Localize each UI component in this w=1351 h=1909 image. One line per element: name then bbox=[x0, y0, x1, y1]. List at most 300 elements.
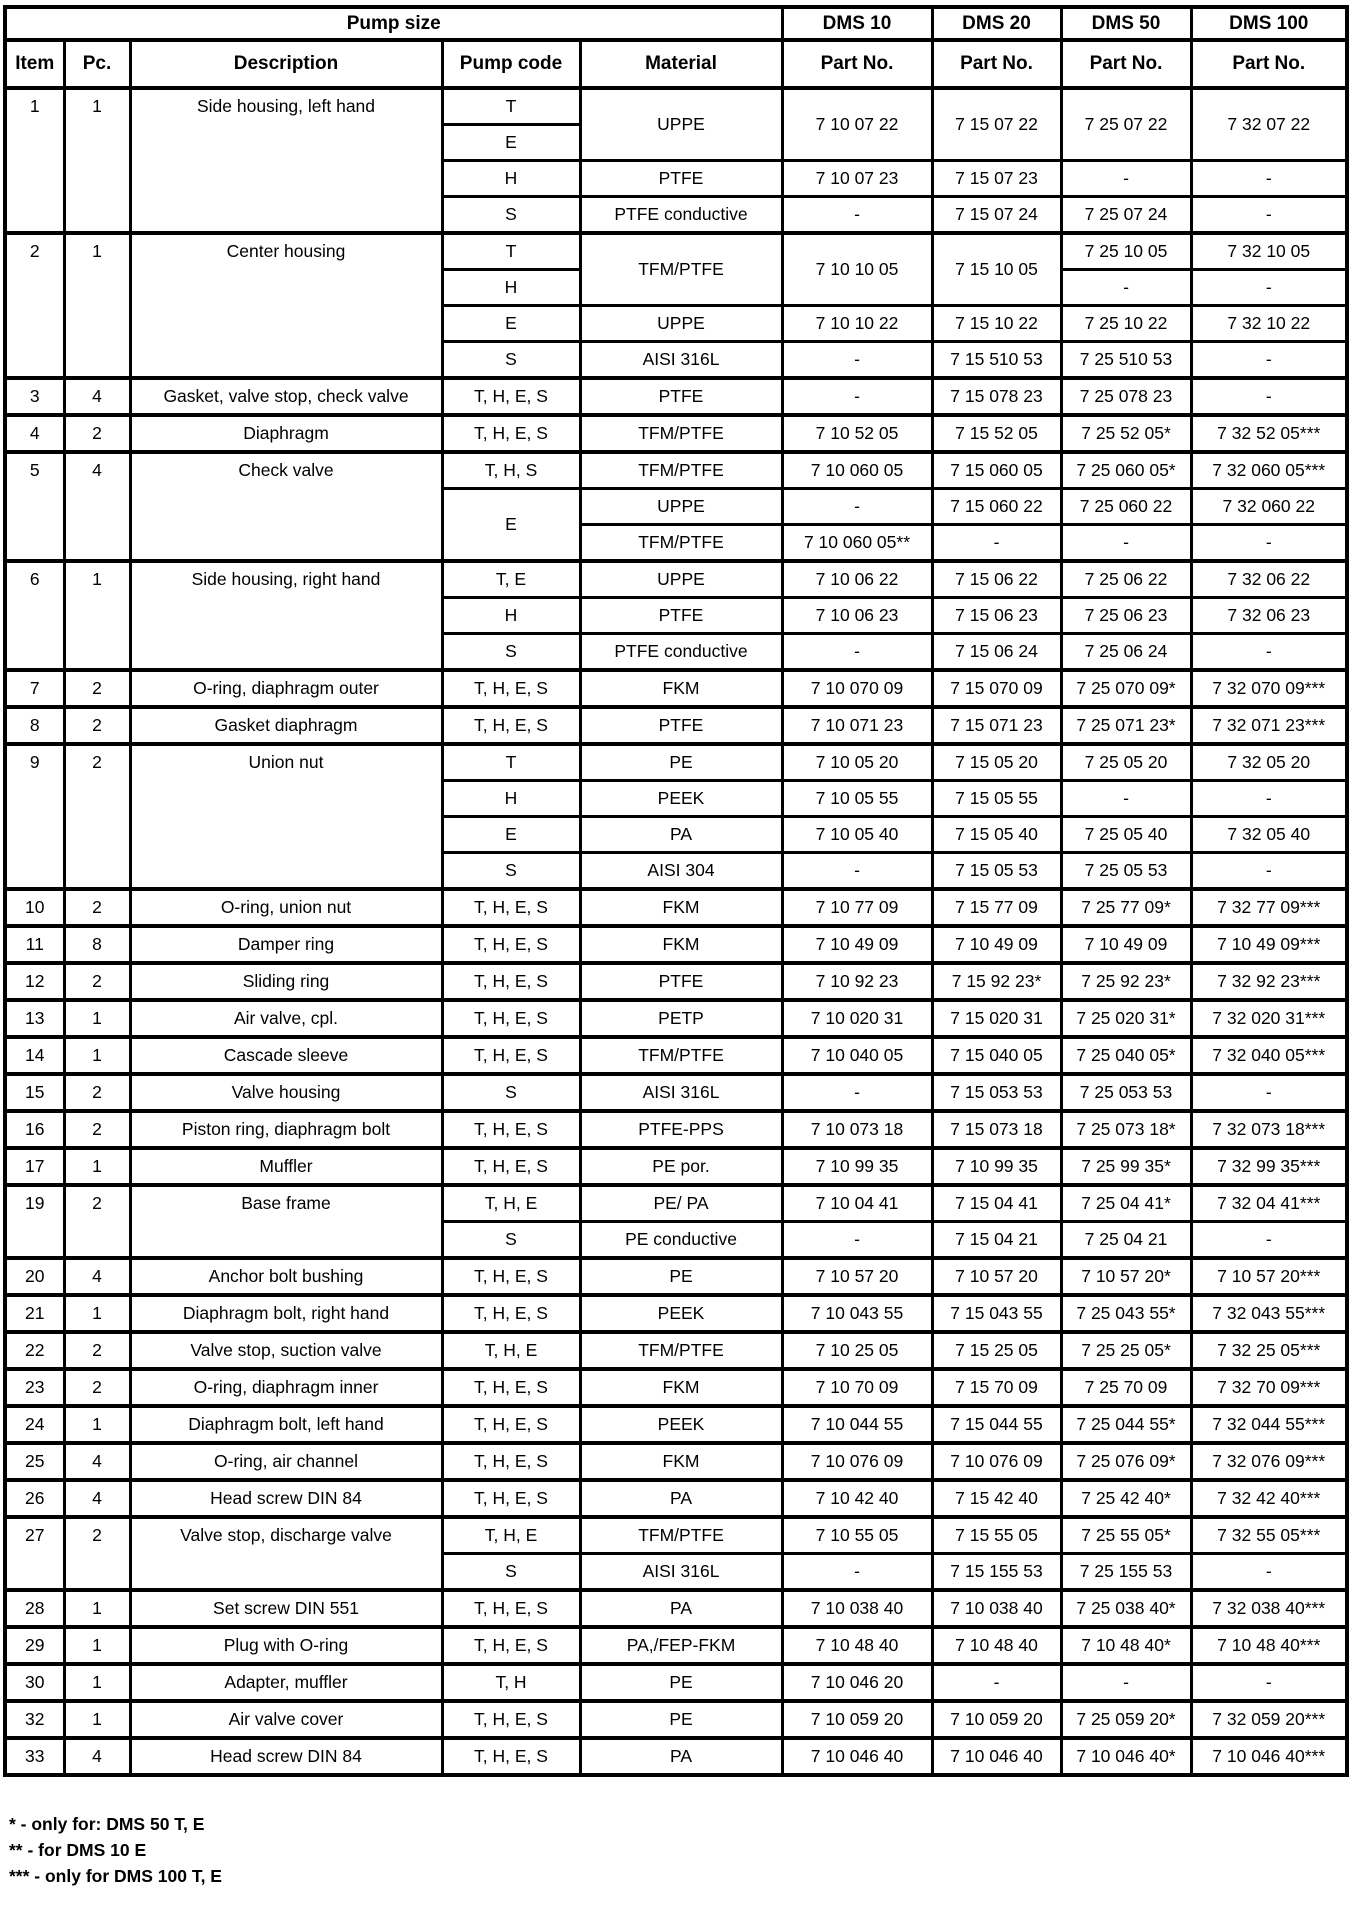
item-number-cell: 23 bbox=[5, 1369, 64, 1406]
part-no-cell-dms-20: 7 15 04 41 bbox=[932, 1185, 1061, 1222]
pump-size-header-row bbox=[5, 7, 1347, 40]
part-no-cell-dms-50: - bbox=[1061, 270, 1191, 306]
part-no-cell-dms-20: 7 15 52 05 bbox=[932, 415, 1061, 452]
part-no-cell-dms-100: - bbox=[1191, 853, 1347, 890]
part-no-cell-dms-10: 7 10 06 23 bbox=[782, 598, 932, 634]
pump-code-cell: S bbox=[442, 853, 580, 890]
item-number-cell: 13 bbox=[5, 1000, 64, 1037]
part-no-cell-dms-50: 7 25 155 53 bbox=[1061, 1554, 1191, 1591]
pump-code-cell: T, H, E bbox=[442, 1332, 580, 1369]
table-row-item-3 bbox=[5, 378, 1347, 415]
parts-table bbox=[3, 5, 1349, 1777]
footnotes bbox=[9, 1811, 1348, 1889]
part-no-cell-dms-20: 7 10 99 35 bbox=[932, 1148, 1061, 1185]
footnote-dms10e: ** - for DMS 10 E bbox=[9, 1840, 147, 1860]
material-cell: PTFE-PPS bbox=[580, 1111, 782, 1148]
pump-code-cell: T bbox=[442, 88, 580, 125]
item-number-cell: 4 bbox=[5, 415, 64, 452]
material-cell: PTFE conductive bbox=[580, 634, 782, 671]
col-header-pump-code: Pump code bbox=[442, 40, 580, 88]
part-no-cell-dms-50: 7 25 060 22 bbox=[1061, 489, 1191, 525]
pump-code-cell: T bbox=[442, 744, 580, 781]
table-row-item-10 bbox=[5, 889, 1347, 926]
part-no-cell-dms-10: - bbox=[782, 489, 932, 525]
part-no-cell-dms-10: 7 10 05 55 bbox=[782, 781, 932, 817]
description-cell: Plug with O-ring bbox=[130, 1627, 442, 1664]
pump-code-cell: E bbox=[442, 125, 580, 161]
part-no-cell-dms-100: - bbox=[1191, 1664, 1347, 1701]
part-no-cell-dms-10: 7 10 42 40 bbox=[782, 1480, 932, 1517]
pump-code-cell: E bbox=[442, 306, 580, 342]
material-cell: PTFE bbox=[580, 963, 782, 1000]
part-no-cell-dms-10: 7 10 020 31 bbox=[782, 1000, 932, 1037]
pc-cell: 1 bbox=[64, 1590, 130, 1627]
part-no-cell-dms-10: 7 10 10 05 bbox=[782, 233, 932, 306]
col-header-dms-100: DMS 100 bbox=[1191, 7, 1347, 40]
material-cell: PE bbox=[580, 1258, 782, 1295]
part-no-cell-dms-100: 7 32 25 05*** bbox=[1191, 1332, 1347, 1369]
part-no-cell-dms-50: 7 25 52 05* bbox=[1061, 415, 1191, 452]
material-cell: PE bbox=[580, 744, 782, 781]
part-no-cell-dms-100: 7 32 70 09*** bbox=[1191, 1369, 1347, 1406]
pc-cell: 1 bbox=[64, 88, 130, 233]
pump-code-cell: T, H, E, S bbox=[442, 926, 580, 963]
material-cell: AISI 316L bbox=[580, 1554, 782, 1591]
pump-code-cell: E bbox=[442, 817, 580, 853]
part-no-cell-dms-50: 7 25 55 05* bbox=[1061, 1517, 1191, 1554]
table-row-item-30 bbox=[5, 1664, 1347, 1701]
description-cell: Gasket, valve stop, check valve bbox=[130, 378, 442, 415]
part-no-cell-dms-50: 7 25 053 53 bbox=[1061, 1074, 1191, 1111]
table-row-item-33 bbox=[5, 1738, 1347, 1775]
part-no-cell-dms-50: 7 10 49 09 bbox=[1061, 926, 1191, 963]
part-no-cell-dms-20: 7 15 073 18 bbox=[932, 1111, 1061, 1148]
material-cell: PE/ PA bbox=[580, 1185, 782, 1222]
pc-cell: 1 bbox=[64, 1627, 130, 1664]
part-no-cell-dms-100: 7 32 04 41*** bbox=[1191, 1185, 1347, 1222]
part-no-cell-dms-100: - bbox=[1191, 378, 1347, 415]
pump-code-cell: S bbox=[442, 1222, 580, 1259]
pc-cell: 1 bbox=[64, 1406, 130, 1443]
material-cell: TFM/PTFE bbox=[580, 1037, 782, 1074]
pump-code-cell: T, H, E, S bbox=[442, 670, 580, 707]
part-no-cell-dms-50: 7 25 04 21 bbox=[1061, 1222, 1191, 1259]
col-header-part-no-dms-20: Part No. bbox=[932, 40, 1061, 88]
part-no-cell-dms-20: 7 15 04 21 bbox=[932, 1222, 1061, 1259]
part-no-cell-dms-20: - bbox=[932, 525, 1061, 562]
part-no-cell-dms-20: 7 15 020 31 bbox=[932, 1000, 1061, 1037]
part-no-cell-dms-100: 7 32 044 55*** bbox=[1191, 1406, 1347, 1443]
part-no-cell-dms-20: 7 15 07 24 bbox=[932, 197, 1061, 234]
part-no-cell-dms-20: 7 15 053 53 bbox=[932, 1074, 1061, 1111]
material-cell: UPPE bbox=[580, 306, 782, 342]
part-no-cell-dms-10: 7 10 70 09 bbox=[782, 1369, 932, 1406]
part-no-cell-dms-100: - bbox=[1191, 525, 1347, 562]
item-number-cell: 27 bbox=[5, 1517, 64, 1590]
part-no-cell-dms-50: 7 25 70 09 bbox=[1061, 1369, 1191, 1406]
pump-code-cell: T, H, E, S bbox=[442, 1443, 580, 1480]
part-no-cell-dms-100: 7 32 55 05*** bbox=[1191, 1517, 1347, 1554]
part-no-cell-dms-10: 7 10 071 23 bbox=[782, 707, 932, 744]
part-no-cell-dms-50: 7 10 48 40* bbox=[1061, 1627, 1191, 1664]
description-cell: O-ring, diaphragm outer bbox=[130, 670, 442, 707]
pc-cell: 2 bbox=[64, 744, 130, 889]
material-cell: UPPE bbox=[580, 489, 782, 525]
pc-cell: 2 bbox=[64, 963, 130, 1000]
description-cell: Valve housing bbox=[130, 1074, 442, 1111]
part-no-cell-dms-10: 7 10 05 40 bbox=[782, 817, 932, 853]
material-cell: PE bbox=[580, 1664, 782, 1701]
part-no-cell-dms-50: 7 25 25 05* bbox=[1061, 1332, 1191, 1369]
description-cell: Diaphragm bolt, left hand bbox=[130, 1406, 442, 1443]
description-cell: Check valve bbox=[130, 452, 442, 561]
part-no-cell-dms-100: 7 32 99 35*** bbox=[1191, 1148, 1347, 1185]
pc-cell: 2 bbox=[64, 889, 130, 926]
item-number-cell: 26 bbox=[5, 1480, 64, 1517]
part-no-cell-dms-10: - bbox=[782, 197, 932, 234]
part-no-cell-dms-50: - bbox=[1061, 781, 1191, 817]
description-cell: Sliding ring bbox=[130, 963, 442, 1000]
pc-cell: 1 bbox=[64, 1664, 130, 1701]
table-row-item-2-sub1 bbox=[5, 233, 1347, 270]
material-cell: PETP bbox=[580, 1000, 782, 1037]
part-no-cell-dms-50: 7 25 060 05* bbox=[1061, 452, 1191, 489]
part-no-cell-dms-50: 7 25 99 35* bbox=[1061, 1148, 1191, 1185]
item-number-cell: 9 bbox=[5, 744, 64, 889]
pc-cell: 1 bbox=[64, 1148, 130, 1185]
part-no-cell-dms-100: - bbox=[1191, 634, 1347, 671]
table-row-item-5-sub1 bbox=[5, 452, 1347, 489]
part-no-cell-dms-100: 7 32 040 05*** bbox=[1191, 1037, 1347, 1074]
part-no-cell-dms-50: 7 25 92 23* bbox=[1061, 963, 1191, 1000]
description-cell: Cascade sleeve bbox=[130, 1037, 442, 1074]
part-no-cell-dms-100: 7 32 05 40 bbox=[1191, 817, 1347, 853]
part-no-cell-dms-20: 7 15 071 23 bbox=[932, 707, 1061, 744]
part-no-cell-dms-20: 7 15 06 24 bbox=[932, 634, 1061, 671]
material-cell: FKM bbox=[580, 670, 782, 707]
material-cell: UPPE bbox=[580, 88, 782, 161]
part-no-cell-dms-100: - bbox=[1191, 270, 1347, 306]
table-row-item-4 bbox=[5, 415, 1347, 452]
pump-code-cell: T, H, E, S bbox=[442, 1111, 580, 1148]
part-no-cell-dms-10: 7 10 060 05 bbox=[782, 452, 932, 489]
pump-code-cell: S bbox=[442, 197, 580, 234]
part-no-cell-dms-20: 7 10 57 20 bbox=[932, 1258, 1061, 1295]
part-no-cell-dms-50: 7 25 070 09* bbox=[1061, 670, 1191, 707]
part-no-cell-dms-100: - bbox=[1191, 1554, 1347, 1591]
table-row-item-12 bbox=[5, 963, 1347, 1000]
part-no-cell-dms-50: 7 25 10 05 bbox=[1061, 233, 1191, 270]
part-no-cell-dms-20: 7 15 044 55 bbox=[932, 1406, 1061, 1443]
column-header-row bbox=[5, 40, 1347, 88]
part-no-cell-dms-100: 7 32 071 23*** bbox=[1191, 707, 1347, 744]
material-cell: PA bbox=[580, 1590, 782, 1627]
material-cell: PE por. bbox=[580, 1148, 782, 1185]
pc-cell: 4 bbox=[64, 378, 130, 415]
part-no-cell-dms-100: 7 32 05 20 bbox=[1191, 744, 1347, 781]
description-cell: Head screw DIN 84 bbox=[130, 1480, 442, 1517]
description-cell: O-ring, union nut bbox=[130, 889, 442, 926]
part-no-cell-dms-100: 7 32 038 40*** bbox=[1191, 1590, 1347, 1627]
item-number-cell: 14 bbox=[5, 1037, 64, 1074]
part-no-cell-dms-100: 7 32 070 09*** bbox=[1191, 670, 1347, 707]
pc-cell: 4 bbox=[64, 452, 130, 561]
part-no-cell-dms-20: 7 10 059 20 bbox=[932, 1701, 1061, 1738]
table-row-item-1-sub1 bbox=[5, 88, 1347, 125]
material-cell: PTFE bbox=[580, 707, 782, 744]
item-number-cell: 30 bbox=[5, 1664, 64, 1701]
item-number-cell: 10 bbox=[5, 889, 64, 926]
part-no-cell-dms-20: 7 15 070 09 bbox=[932, 670, 1061, 707]
footnote-dms100: *** - only for DMS 100 T, E bbox=[9, 1866, 222, 1886]
material-cell: PA bbox=[580, 817, 782, 853]
pump-code-cell: T, H, E, S bbox=[442, 378, 580, 415]
item-number-cell: 7 bbox=[5, 670, 64, 707]
item-number-cell: 5 bbox=[5, 452, 64, 561]
table-row-item-29 bbox=[5, 1627, 1347, 1664]
part-no-cell-dms-10: 7 10 07 22 bbox=[782, 88, 932, 161]
pc-cell: 2 bbox=[64, 707, 130, 744]
material-cell: PEEK bbox=[580, 781, 782, 817]
part-no-cell-dms-100: 7 32 060 05*** bbox=[1191, 452, 1347, 489]
part-no-cell-dms-50: - bbox=[1061, 1664, 1191, 1701]
material-cell: PE conductive bbox=[580, 1222, 782, 1259]
part-no-cell-dms-20: 7 15 05 20 bbox=[932, 744, 1061, 781]
item-number-cell: 24 bbox=[5, 1406, 64, 1443]
part-no-cell-dms-100: 7 32 059 20*** bbox=[1191, 1701, 1347, 1738]
table-row-item-23 bbox=[5, 1369, 1347, 1406]
part-no-cell-dms-100: 7 32 073 18*** bbox=[1191, 1111, 1347, 1148]
material-cell: TFM/PTFE bbox=[580, 525, 782, 562]
table-row-item-24 bbox=[5, 1406, 1347, 1443]
part-no-cell-dms-20: 7 15 92 23* bbox=[932, 963, 1061, 1000]
part-no-cell-dms-50: 7 25 06 23 bbox=[1061, 598, 1191, 634]
part-no-cell-dms-50: 7 25 05 40 bbox=[1061, 817, 1191, 853]
table-row-item-19-sub1 bbox=[5, 1185, 1347, 1222]
part-no-cell-dms-50: 7 25 10 22 bbox=[1061, 306, 1191, 342]
pump-code-cell: T, H, E, S bbox=[442, 1295, 580, 1332]
material-cell: FKM bbox=[580, 889, 782, 926]
part-no-cell-dms-10: - bbox=[782, 1222, 932, 1259]
part-no-cell-dms-10: 7 10 05 20 bbox=[782, 744, 932, 781]
item-number-cell: 32 bbox=[5, 1701, 64, 1738]
material-cell: PA bbox=[580, 1480, 782, 1517]
part-no-cell-dms-20: 7 15 510 53 bbox=[932, 342, 1061, 379]
part-no-cell-dms-50: 7 25 04 41* bbox=[1061, 1185, 1191, 1222]
pc-cell: 1 bbox=[64, 1701, 130, 1738]
part-no-cell-dms-10: 7 10 038 40 bbox=[782, 1590, 932, 1627]
part-no-cell-dms-20: 7 15 078 23 bbox=[932, 378, 1061, 415]
pump-code-cell: T, H, E, S bbox=[442, 707, 580, 744]
table-row-item-11 bbox=[5, 926, 1347, 963]
part-no-cell-dms-10: 7 10 046 40 bbox=[782, 1738, 932, 1775]
pc-cell: 4 bbox=[64, 1480, 130, 1517]
table-row-item-20 bbox=[5, 1258, 1347, 1295]
item-number-cell: 29 bbox=[5, 1627, 64, 1664]
pump-code-cell: T, H, E bbox=[442, 1517, 580, 1554]
pump-code-cell: S bbox=[442, 1074, 580, 1111]
part-no-cell-dms-20: 7 15 07 22 bbox=[932, 88, 1061, 161]
pc-cell: 2 bbox=[64, 415, 130, 452]
pc-cell: 1 bbox=[64, 1037, 130, 1074]
part-no-cell-dms-100: 7 32 92 23*** bbox=[1191, 963, 1347, 1000]
item-number-cell: 22 bbox=[5, 1332, 64, 1369]
pump-code-cell: T, H, E, S bbox=[442, 889, 580, 926]
material-cell: PTFE conductive bbox=[580, 197, 782, 234]
description-cell: Union nut bbox=[130, 744, 442, 889]
part-no-cell-dms-50: 7 25 038 40* bbox=[1061, 1590, 1191, 1627]
part-no-cell-dms-100: 7 32 52 05*** bbox=[1191, 415, 1347, 452]
part-no-cell-dms-10: - bbox=[782, 634, 932, 671]
pump-code-cell: H bbox=[442, 598, 580, 634]
part-no-cell-dms-10: - bbox=[782, 853, 932, 890]
part-no-cell-dms-20: 7 15 42 40 bbox=[932, 1480, 1061, 1517]
material-cell: FKM bbox=[580, 926, 782, 963]
part-no-cell-dms-50: 7 25 06 22 bbox=[1061, 561, 1191, 598]
item-number-cell: 21 bbox=[5, 1295, 64, 1332]
pump-code-cell: T, H, E, S bbox=[442, 1148, 580, 1185]
part-no-cell-dms-10: 7 10 044 55 bbox=[782, 1406, 932, 1443]
part-no-cell-dms-20: 7 10 49 09 bbox=[932, 926, 1061, 963]
part-no-cell-dms-100: - bbox=[1191, 197, 1347, 234]
part-no-cell-dms-50: 7 10 046 40* bbox=[1061, 1738, 1191, 1775]
pump-size-header: Pump size bbox=[5, 7, 782, 40]
part-no-cell-dms-100: 7 32 06 23 bbox=[1191, 598, 1347, 634]
part-no-cell-dms-20: 7 15 05 40 bbox=[932, 817, 1061, 853]
material-cell: AISI 316L bbox=[580, 1074, 782, 1111]
col-header-item: Item bbox=[5, 40, 64, 88]
description-cell: Diaphragm bbox=[130, 415, 442, 452]
description-cell: Diaphragm bolt, right hand bbox=[130, 1295, 442, 1332]
part-no-cell-dms-100: 7 32 06 22 bbox=[1191, 561, 1347, 598]
part-no-cell-dms-100: 7 32 42 40*** bbox=[1191, 1480, 1347, 1517]
part-no-cell-dms-20: 7 15 06 23 bbox=[932, 598, 1061, 634]
pump-code-cell: T, H, E, S bbox=[442, 963, 580, 1000]
material-cell: PE bbox=[580, 1701, 782, 1738]
description-cell: Muffler bbox=[130, 1148, 442, 1185]
part-no-cell-dms-20: 7 10 076 09 bbox=[932, 1443, 1061, 1480]
material-cell: TFM/PTFE bbox=[580, 415, 782, 452]
part-no-cell-dms-10: 7 10 070 09 bbox=[782, 670, 932, 707]
table-row-item-13 bbox=[5, 1000, 1347, 1037]
item-number-cell: 16 bbox=[5, 1111, 64, 1148]
pump-code-cell: T, H, E, S bbox=[442, 1406, 580, 1443]
part-no-cell-dms-100: 7 10 49 09*** bbox=[1191, 926, 1347, 963]
item-number-cell: 6 bbox=[5, 561, 64, 670]
pump-code-cell: S bbox=[442, 634, 580, 671]
pump-code-cell: T, H, S bbox=[442, 452, 580, 489]
pc-cell: 2 bbox=[64, 1074, 130, 1111]
item-number-cell: 20 bbox=[5, 1258, 64, 1295]
part-no-cell-dms-20: 7 10 48 40 bbox=[932, 1627, 1061, 1664]
material-cell: TFM/PTFE bbox=[580, 1517, 782, 1554]
table-row-item-6-sub1 bbox=[5, 561, 1347, 598]
part-no-cell-dms-10: - bbox=[782, 1074, 932, 1111]
part-no-cell-dms-100: 7 32 07 22 bbox=[1191, 88, 1347, 161]
part-no-cell-dms-100: 7 32 043 55*** bbox=[1191, 1295, 1347, 1332]
pc-cell: 2 bbox=[64, 1185, 130, 1258]
description-cell: Side housing, right hand bbox=[130, 561, 442, 670]
table-row-item-14 bbox=[5, 1037, 1347, 1074]
col-header-part-no-dms-10: Part No. bbox=[782, 40, 932, 88]
part-no-cell-dms-100: 7 10 57 20*** bbox=[1191, 1258, 1347, 1295]
part-no-cell-dms-10: 7 10 52 05 bbox=[782, 415, 932, 452]
item-number-cell: 2 bbox=[5, 233, 64, 378]
description-cell: Air valve, cpl. bbox=[130, 1000, 442, 1037]
part-no-cell-dms-10: 7 10 046 20 bbox=[782, 1664, 932, 1701]
part-no-cell-dms-100: 7 32 10 05 bbox=[1191, 233, 1347, 270]
pump-code-cell: T, H, E, S bbox=[442, 1480, 580, 1517]
item-number-cell: 3 bbox=[5, 378, 64, 415]
part-no-cell-dms-20: 7 10 046 40 bbox=[932, 1738, 1061, 1775]
pump-code-cell: T, H, E, S bbox=[442, 1000, 580, 1037]
part-no-cell-dms-50: - bbox=[1061, 161, 1191, 197]
description-cell: O-ring, diaphragm inner bbox=[130, 1369, 442, 1406]
pc-cell: 2 bbox=[64, 1517, 130, 1590]
material-cell: PA,/FEP-FKM bbox=[580, 1627, 782, 1664]
pump-code-cell: T, H, E, S bbox=[442, 1701, 580, 1738]
item-number-cell: 11 bbox=[5, 926, 64, 963]
description-cell: Set screw DIN 551 bbox=[130, 1590, 442, 1627]
part-no-cell-dms-10: 7 10 49 09 bbox=[782, 926, 932, 963]
part-no-cell-dms-50: 7 25 073 18* bbox=[1061, 1111, 1191, 1148]
description-cell: Side housing, left hand bbox=[130, 88, 442, 233]
pc-cell: 2 bbox=[64, 670, 130, 707]
description-cell: Head screw DIN 84 bbox=[130, 1738, 442, 1775]
part-no-cell-dms-20: 7 15 10 22 bbox=[932, 306, 1061, 342]
part-no-cell-dms-50: 7 10 57 20* bbox=[1061, 1258, 1191, 1295]
pc-cell: 4 bbox=[64, 1258, 130, 1295]
pc-cell: 4 bbox=[64, 1738, 130, 1775]
table-row-item-9-sub1 bbox=[5, 744, 1347, 781]
pump-code-cell: T, H, E, S bbox=[442, 1037, 580, 1074]
part-no-cell-dms-10: 7 10 99 35 bbox=[782, 1148, 932, 1185]
pump-code-cell: H bbox=[442, 270, 580, 306]
part-no-cell-dms-10: 7 10 48 40 bbox=[782, 1627, 932, 1664]
material-cell: TFM/PTFE bbox=[580, 452, 782, 489]
part-no-cell-dms-50: 7 25 510 53 bbox=[1061, 342, 1191, 379]
table-row-item-22 bbox=[5, 1332, 1347, 1369]
pc-cell: 2 bbox=[64, 1369, 130, 1406]
part-no-cell-dms-10: 7 10 57 20 bbox=[782, 1258, 932, 1295]
description-cell: Piston ring, diaphragm bolt bbox=[130, 1111, 442, 1148]
col-header-material: Material bbox=[580, 40, 782, 88]
part-no-cell-dms-50: 7 25 059 20* bbox=[1061, 1701, 1191, 1738]
part-no-cell-dms-100: 7 10 046 40*** bbox=[1191, 1738, 1347, 1775]
description-cell: Adapter, muffler bbox=[130, 1664, 442, 1701]
description-cell: Valve stop, suction valve bbox=[130, 1332, 442, 1369]
pump-code-cell: S bbox=[442, 1554, 580, 1591]
pc-cell: 1 bbox=[64, 561, 130, 670]
part-no-cell-dms-10: 7 10 043 55 bbox=[782, 1295, 932, 1332]
part-no-cell-dms-20: 7 15 060 05 bbox=[932, 452, 1061, 489]
part-no-cell-dms-10: 7 10 076 09 bbox=[782, 1443, 932, 1480]
table-row-item-32 bbox=[5, 1701, 1347, 1738]
pump-code-cell: E bbox=[442, 489, 580, 562]
part-no-cell-dms-10: 7 10 77 09 bbox=[782, 889, 932, 926]
part-no-cell-dms-100: 7 32 10 22 bbox=[1191, 306, 1347, 342]
part-no-cell-dms-20: - bbox=[932, 1664, 1061, 1701]
pump-code-cell: H bbox=[442, 161, 580, 197]
table-row-item-16 bbox=[5, 1111, 1347, 1148]
description-cell: Base frame bbox=[130, 1185, 442, 1258]
description-cell: Anchor bolt bushing bbox=[130, 1258, 442, 1295]
part-no-cell-dms-20: 7 15 25 05 bbox=[932, 1332, 1061, 1369]
material-cell: PTFE bbox=[580, 161, 782, 197]
part-no-cell-dms-20: 7 15 040 05 bbox=[932, 1037, 1061, 1074]
col-header-part-no-dms-50: Part No. bbox=[1061, 40, 1191, 88]
pump-code-cell: S bbox=[442, 342, 580, 379]
